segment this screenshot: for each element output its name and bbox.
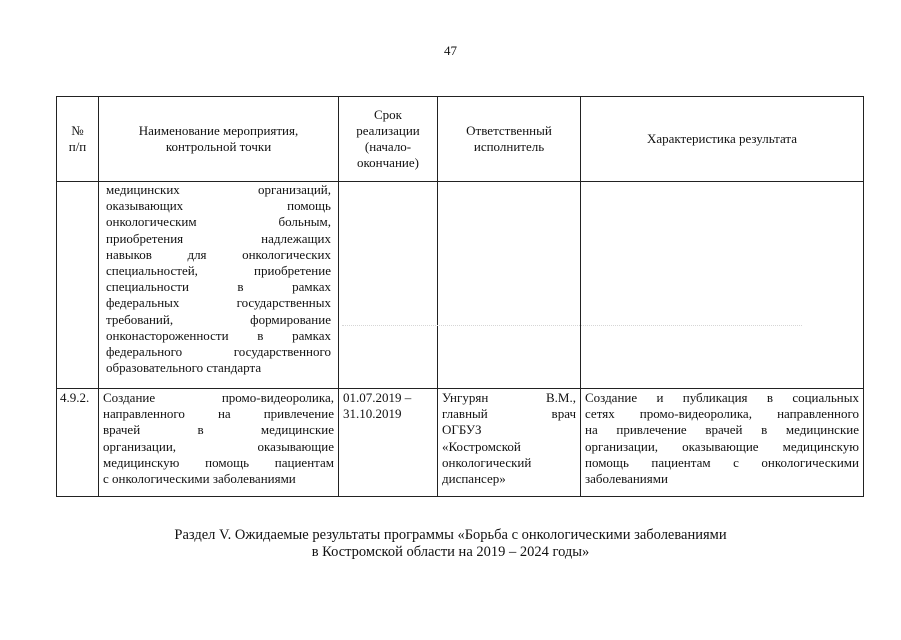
text-line: Создание и публикация в социальных: [585, 390, 859, 405]
cell-responsible-empty: [438, 182, 581, 389]
text-line: онкологический: [442, 454, 532, 470]
header-responsible: Ответственный исполнитель: [438, 97, 581, 182]
text-line: Унгурян В.М.,: [442, 390, 576, 405]
table-row-4-9-2: [57, 389, 864, 497]
section-heading-line2: в Костромской области на 2019 – 2024 годы»: [311, 544, 590, 560]
text-line: сетях промо-видеоролика, направленного: [585, 406, 859, 422]
text-line: заболеваниями: [585, 471, 668, 487]
text-line: главный врач: [442, 406, 576, 422]
text-line: образовательного стандарта: [106, 360, 262, 376]
text-line: «Костромской: [442, 438, 521, 454]
text-line: помощь пациентам с онкологическими: [585, 454, 859, 470]
section-heading-line1: Раздел V. Ожидаемые результаты программы «Борьба с онкологическими заболеваниями: [174, 527, 727, 543]
section-heading: [0, 527, 901, 561]
cell-event-name-continued: [99, 182, 339, 389]
cell-number-empty: [57, 182, 99, 389]
text-line: медицинских организаций,: [106, 182, 331, 197]
text-line: на привлечение врачей в медицинские: [585, 422, 859, 438]
text-line: диспансер»: [442, 471, 506, 487]
text-line: требований, формирование: [106, 311, 331, 327]
text-line: оказывающих помощь: [106, 198, 331, 214]
text-line: навыков для онкологических: [106, 246, 331, 262]
text-line: федеральных государственных: [106, 295, 331, 311]
text-line: специальности в рамках: [106, 279, 331, 295]
text-line: медицинскую помощь пациентам: [103, 454, 334, 470]
text-line: ОГБУЗ: [442, 422, 482, 438]
cell-result-empty: [581, 182, 864, 389]
header-term: Срок реализации (начало- окончание): [339, 97, 438, 182]
text-line: организации, оказывающие: [103, 438, 334, 454]
text-line: врачей в медицинские: [103, 422, 334, 438]
events-table: [56, 96, 864, 497]
text-line: приобретения надлежащих: [106, 230, 331, 246]
text-line: 31.10.2019: [343, 406, 402, 422]
text-line: 01.07.2019 –: [343, 390, 412, 405]
text-line: онконастороженности в рамках: [106, 327, 331, 343]
text-line: федерального государственного: [106, 344, 331, 360]
page-number: 47: [444, 43, 457, 58]
text-line: Создание промо-видеоролика,: [103, 390, 334, 405]
text-line: онкологическим больным,: [106, 214, 331, 230]
text-line: организации, оказывающие медицинскую: [585, 438, 859, 454]
cell-event-name: [99, 389, 339, 497]
cell-number: 4.9.2.: [57, 389, 99, 497]
header-result: Характеристика результата: [581, 97, 864, 182]
header-event-name: Наименование мероприятия, контрольной точки: [99, 97, 339, 182]
table-row-continuation: [57, 182, 864, 389]
text-line: специальностей, приобретение: [106, 263, 331, 279]
text-line: с онкологическими заболеваниями: [103, 471, 296, 487]
cell-term: [339, 389, 438, 497]
text-line: направленного на привлечение: [103, 406, 334, 422]
cell-term-empty: [339, 182, 438, 389]
table-header-row: [57, 97, 864, 182]
cell-result: [581, 389, 864, 497]
scan-artifact-line: [342, 325, 802, 326]
header-number: № п/п: [57, 97, 99, 182]
cell-responsible: [438, 389, 581, 497]
